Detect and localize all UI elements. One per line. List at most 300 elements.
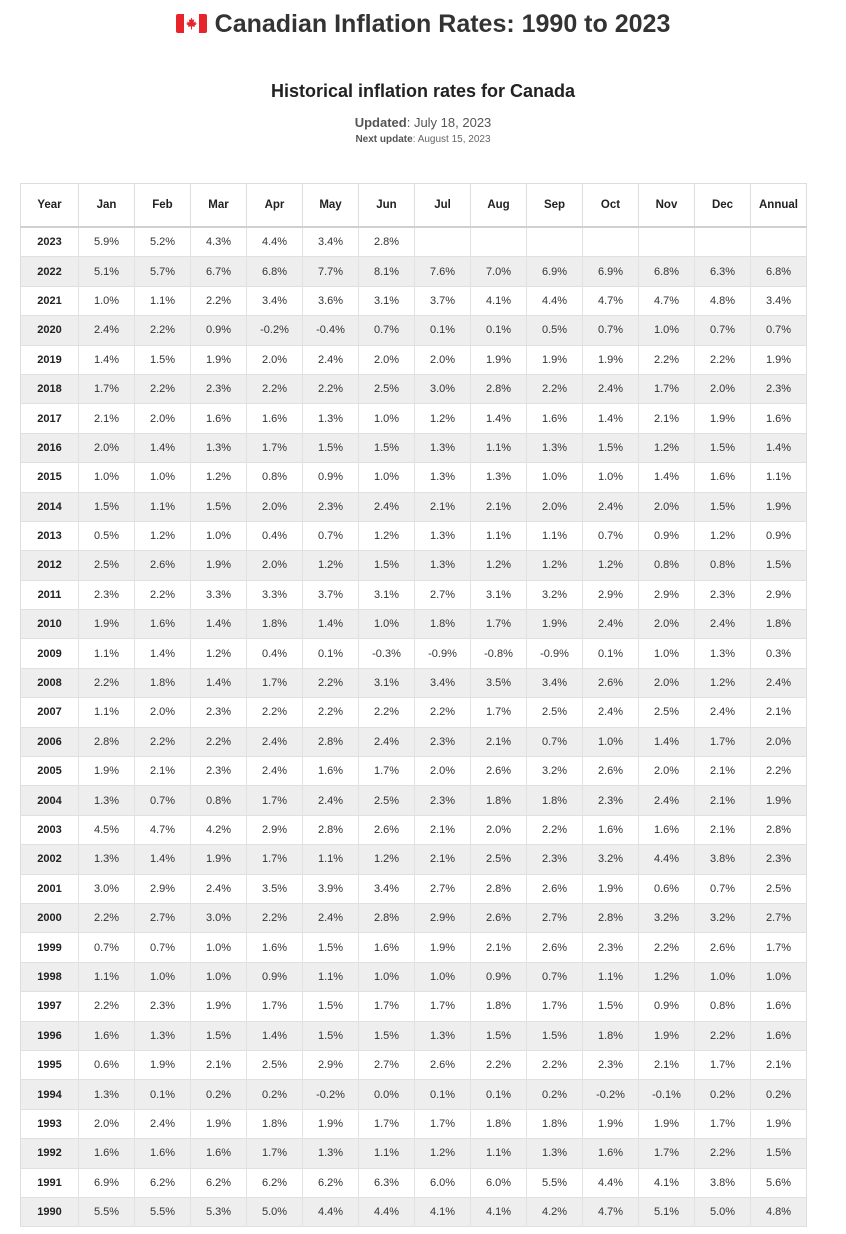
- month-cell: 3.0%: [79, 874, 135, 903]
- month-cell: 2.9%: [247, 815, 303, 844]
- month-cell: 1.5%: [303, 992, 359, 1021]
- month-cell: 2.4%: [303, 786, 359, 815]
- month-cell: 2.4%: [695, 698, 751, 727]
- year-cell: 2005: [21, 757, 79, 786]
- table-row: [21, 521, 807, 550]
- year-cell: 2006: [21, 727, 79, 756]
- month-cell: 0.1%: [303, 639, 359, 668]
- month-cell: 1.7%: [247, 992, 303, 1021]
- month-cell: 6.0%: [415, 1168, 471, 1197]
- month-cell: 2.3%: [303, 492, 359, 521]
- month-cell: 0.1%: [471, 316, 527, 345]
- month-cell: 1.5%: [583, 433, 639, 462]
- month-cell: 0.5%: [79, 521, 135, 550]
- annual-cell: 2.9%: [751, 580, 807, 609]
- inflation-table: [20, 183, 807, 1227]
- month-cell: 4.1%: [471, 1197, 527, 1226]
- month-cell: 2.4%: [79, 316, 135, 345]
- annual-cell: 1.9%: [751, 786, 807, 815]
- month-cell: 2.3%: [191, 698, 247, 727]
- month-cell: 1.0%: [695, 962, 751, 991]
- year-cell: 1995: [21, 1050, 79, 1079]
- month-cell: 2.7%: [415, 580, 471, 609]
- month-cell: 2.1%: [695, 786, 751, 815]
- month-cell: 1.8%: [471, 786, 527, 815]
- annual-cell: 1.7%: [751, 933, 807, 962]
- month-cell: 2.6%: [583, 668, 639, 697]
- month-cell: 3.5%: [471, 668, 527, 697]
- month-cell: 0.8%: [247, 463, 303, 492]
- month-cell: 2.0%: [527, 492, 583, 521]
- month-cell: 1.9%: [191, 345, 247, 374]
- month-cell: 2.5%: [359, 374, 415, 403]
- year-cell: 1998: [21, 962, 79, 991]
- table-row: [21, 1197, 807, 1226]
- month-cell: 0.7%: [135, 933, 191, 962]
- month-cell: 3.3%: [191, 580, 247, 609]
- year-cell: 2014: [21, 492, 79, 521]
- month-cell: 0.8%: [191, 786, 247, 815]
- month-cell: 1.1%: [79, 639, 135, 668]
- month-cell: 2.2%: [79, 992, 135, 1021]
- month-cell: 0.6%: [639, 874, 695, 903]
- month-cell: 1.0%: [79, 286, 135, 315]
- month-cell: 2.0%: [247, 345, 303, 374]
- month-cell: 1.7%: [359, 1109, 415, 1138]
- month-cell: 2.1%: [639, 1050, 695, 1079]
- month-cell: -0.4%: [303, 316, 359, 345]
- month-cell: 1.1%: [359, 1139, 415, 1168]
- year-cell: 2007: [21, 698, 79, 727]
- month-cell: 1.0%: [583, 727, 639, 756]
- year-cell: 2000: [21, 903, 79, 932]
- month-cell: 1.2%: [359, 521, 415, 550]
- month-cell: 4.2%: [527, 1197, 583, 1226]
- month-cell: 1.8%: [247, 1109, 303, 1138]
- month-cell: 2.2%: [191, 286, 247, 315]
- page-subtitle: Historical inflation rates for Canada: [270, 81, 576, 101]
- month-cell: 0.1%: [135, 1080, 191, 1109]
- month-cell: 0.6%: [79, 1050, 135, 1079]
- month-cell: 2.3%: [191, 757, 247, 786]
- month-cell: 1.5%: [695, 492, 751, 521]
- month-cell: 2.5%: [247, 1050, 303, 1079]
- month-cell: 1.7%: [359, 757, 415, 786]
- table-row: [21, 345, 807, 374]
- month-cell: 0.7%: [527, 727, 583, 756]
- month-cell: 0.9%: [247, 962, 303, 991]
- page-title-text: Canadian Inflation Rates: 1990 to 2023: [214, 10, 671, 38]
- month-cell: -0.3%: [359, 639, 415, 668]
- month-cell: 1.1%: [79, 698, 135, 727]
- annual-cell: 5.6%: [751, 1168, 807, 1197]
- table-row: [21, 257, 807, 286]
- month-cell: 1.5%: [303, 933, 359, 962]
- month-cell: 2.5%: [471, 845, 527, 874]
- month-cell: 0.7%: [527, 962, 583, 991]
- month-cell: 2.2%: [135, 316, 191, 345]
- annual-cell: [751, 227, 807, 257]
- month-cell: 2.8%: [79, 727, 135, 756]
- month-cell: 1.3%: [135, 1021, 191, 1050]
- year-cell: 1991: [21, 1168, 79, 1197]
- month-cell: 0.9%: [639, 521, 695, 550]
- month-cell: 0.0%: [359, 1080, 415, 1109]
- month-cell: 2.4%: [247, 727, 303, 756]
- month-cell: 1.7%: [471, 610, 527, 639]
- inflation-table-container: [20, 183, 806, 1227]
- annual-cell: 2.2%: [751, 757, 807, 786]
- table-row: [21, 757, 807, 786]
- month-cell: 2.8%: [583, 903, 639, 932]
- month-cell: 1.7%: [415, 1109, 471, 1138]
- table-row: [21, 815, 807, 844]
- annual-cell: 1.9%: [751, 1109, 807, 1138]
- month-cell: 1.9%: [415, 933, 471, 962]
- month-cell: 0.9%: [639, 992, 695, 1021]
- month-cell: 1.9%: [527, 610, 583, 639]
- month-cell: 4.4%: [359, 1197, 415, 1226]
- month-cell: 2.8%: [303, 815, 359, 844]
- month-cell: 0.9%: [471, 962, 527, 991]
- table-row: [21, 903, 807, 932]
- table-row: [21, 404, 807, 433]
- month-cell: 1.9%: [583, 874, 639, 903]
- month-cell: 1.8%: [527, 1109, 583, 1138]
- month-cell: 2.3%: [527, 845, 583, 874]
- month-cell: 1.9%: [191, 845, 247, 874]
- year-cell: 1993: [21, 1109, 79, 1138]
- table-row: [21, 1139, 807, 1168]
- month-cell: 3.4%: [247, 286, 303, 315]
- month-cell: 1.7%: [79, 374, 135, 403]
- month-cell: 2.2%: [639, 933, 695, 962]
- month-cell: 1.6%: [191, 1139, 247, 1168]
- annual-cell: 1.5%: [751, 551, 807, 580]
- month-cell: 1.6%: [191, 404, 247, 433]
- month-cell: 2.3%: [695, 580, 751, 609]
- year-cell: 1994: [21, 1080, 79, 1109]
- year-cell: 2018: [21, 374, 79, 403]
- year-cell: 2021: [21, 286, 79, 315]
- month-cell: 0.7%: [359, 316, 415, 345]
- month-cell: 2.8%: [303, 727, 359, 756]
- annual-cell: 0.2%: [751, 1080, 807, 1109]
- month-cell: 2.6%: [471, 903, 527, 932]
- month-cell: 1.3%: [79, 786, 135, 815]
- annual-cell: 0.3%: [751, 639, 807, 668]
- month-cell: 2.1%: [415, 492, 471, 521]
- month-cell: 3.1%: [471, 580, 527, 609]
- month-cell: 2.4%: [247, 757, 303, 786]
- month-cell: 1.5%: [359, 433, 415, 462]
- month-cell: 1.7%: [471, 698, 527, 727]
- month-cell: 1.4%: [135, 639, 191, 668]
- month-cell: 2.4%: [583, 374, 639, 403]
- month-cell: 2.2%: [695, 1021, 751, 1050]
- month-cell: 1.7%: [247, 433, 303, 462]
- month-cell: 2.1%: [135, 757, 191, 786]
- month-cell: 3.7%: [303, 580, 359, 609]
- month-cell: 1.0%: [135, 463, 191, 492]
- month-cell: 2.4%: [135, 1109, 191, 1138]
- next-update-label: Next update: [355, 134, 413, 145]
- year-cell: 2017: [21, 404, 79, 433]
- month-cell: 1.7%: [527, 992, 583, 1021]
- month-cell: 1.2%: [303, 551, 359, 580]
- month-cell: 2.3%: [415, 786, 471, 815]
- year-cell: 2003: [21, 815, 79, 844]
- month-cell: 2.2%: [359, 698, 415, 727]
- month-cell: 1.0%: [359, 463, 415, 492]
- month-cell: 4.1%: [471, 286, 527, 315]
- month-cell: 1.5%: [695, 433, 751, 462]
- month-cell: 5.0%: [247, 1197, 303, 1226]
- month-cell: 2.0%: [471, 815, 527, 844]
- month-cell: 2.8%: [471, 874, 527, 903]
- month-cell: 2.9%: [583, 580, 639, 609]
- table-body: [21, 227, 807, 1227]
- month-cell: 1.2%: [191, 639, 247, 668]
- month-cell: 2.2%: [247, 903, 303, 932]
- month-cell: 2.1%: [695, 815, 751, 844]
- month-cell: 0.7%: [695, 874, 751, 903]
- month-cell: 1.7%: [247, 786, 303, 815]
- month-cell: 1.8%: [135, 668, 191, 697]
- month-cell: 0.9%: [191, 316, 247, 345]
- year-cell: 2010: [21, 610, 79, 639]
- table-row: [21, 727, 807, 756]
- month-cell: 1.7%: [415, 992, 471, 1021]
- month-cell: 2.4%: [359, 727, 415, 756]
- month-cell: 4.1%: [415, 1197, 471, 1226]
- month-cell: 2.5%: [359, 786, 415, 815]
- month-cell: 5.1%: [639, 1197, 695, 1226]
- month-cell: 1.3%: [527, 433, 583, 462]
- month-cell: 1.2%: [583, 551, 639, 580]
- month-cell: 2.0%: [639, 757, 695, 786]
- month-cell: 6.0%: [471, 1168, 527, 1197]
- month-cell: 1.6%: [639, 815, 695, 844]
- month-cell: 5.7%: [135, 257, 191, 286]
- month-cell: 1.1%: [135, 286, 191, 315]
- month-cell: 2.6%: [583, 757, 639, 786]
- month-cell: 1.4%: [135, 845, 191, 874]
- month-cell: 2.0%: [639, 610, 695, 639]
- month-cell: 2.1%: [191, 1050, 247, 1079]
- month-cell: 1.9%: [191, 992, 247, 1021]
- month-cell: 1.6%: [135, 610, 191, 639]
- month-cell: 3.4%: [303, 227, 359, 257]
- month-cell: 1.0%: [79, 463, 135, 492]
- year-cell: 2009: [21, 639, 79, 668]
- month-cell: 6.3%: [359, 1168, 415, 1197]
- month-cell: 5.5%: [79, 1197, 135, 1226]
- month-cell: 2.3%: [415, 727, 471, 756]
- column-header-nov: Nov: [639, 184, 695, 228]
- month-cell: 6.2%: [247, 1168, 303, 1197]
- month-cell: 2.1%: [415, 845, 471, 874]
- month-cell: 1.9%: [639, 1021, 695, 1050]
- column-header-year: Year: [21, 184, 79, 228]
- month-cell: 1.9%: [639, 1109, 695, 1138]
- month-cell: 1.8%: [415, 610, 471, 639]
- month-cell: 1.6%: [79, 1139, 135, 1168]
- month-cell: 2.2%: [79, 668, 135, 697]
- month-cell: 3.2%: [527, 757, 583, 786]
- month-cell: 2.2%: [695, 345, 751, 374]
- year-cell: 2020: [21, 316, 79, 345]
- month-cell: [527, 227, 583, 257]
- month-cell: 1.4%: [471, 404, 527, 433]
- month-cell: 1.2%: [471, 551, 527, 580]
- month-cell: [583, 227, 639, 257]
- month-cell: -0.2%: [303, 1080, 359, 1109]
- month-cell: 2.1%: [471, 727, 527, 756]
- month-cell: 1.6%: [583, 815, 639, 844]
- month-cell: 1.7%: [695, 727, 751, 756]
- month-cell: 1.0%: [135, 962, 191, 991]
- month-cell: 1.0%: [359, 404, 415, 433]
- month-cell: 4.4%: [583, 1168, 639, 1197]
- month-cell: 3.1%: [359, 580, 415, 609]
- year-cell: 2011: [21, 580, 79, 609]
- month-cell: 6.7%: [191, 257, 247, 286]
- month-cell: 2.2%: [303, 668, 359, 697]
- table-row: [21, 610, 807, 639]
- month-cell: 7.0%: [471, 257, 527, 286]
- month-cell: 1.5%: [191, 492, 247, 521]
- month-cell: 2.2%: [471, 1050, 527, 1079]
- month-cell: 2.0%: [359, 345, 415, 374]
- month-cell: 1.6%: [583, 1139, 639, 1168]
- month-cell: 3.1%: [359, 286, 415, 315]
- table-row: [21, 786, 807, 815]
- month-cell: 3.2%: [695, 903, 751, 932]
- month-cell: 1.9%: [303, 1109, 359, 1138]
- month-cell: 1.0%: [191, 933, 247, 962]
- table-row: [21, 845, 807, 874]
- month-cell: 1.3%: [527, 1139, 583, 1168]
- month-cell: 1.0%: [359, 610, 415, 639]
- updated-value: : July 18, 2023: [406, 115, 492, 130]
- month-cell: 1.1%: [79, 962, 135, 991]
- month-cell: 2.2%: [415, 698, 471, 727]
- month-cell: 2.2%: [639, 345, 695, 374]
- month-cell: 1.9%: [191, 551, 247, 580]
- month-cell: 2.5%: [79, 551, 135, 580]
- annual-cell: 1.9%: [751, 345, 807, 374]
- month-cell: -0.9%: [415, 639, 471, 668]
- month-cell: 2.1%: [471, 933, 527, 962]
- month-cell: 2.7%: [415, 874, 471, 903]
- month-cell: 3.7%: [415, 286, 471, 315]
- month-cell: 2.7%: [527, 903, 583, 932]
- annual-cell: 1.6%: [751, 992, 807, 1021]
- month-cell: 1.6%: [527, 404, 583, 433]
- month-cell: 1.6%: [247, 933, 303, 962]
- month-cell: 4.3%: [191, 227, 247, 257]
- month-cell: 2.4%: [303, 345, 359, 374]
- month-cell: 1.3%: [415, 1021, 471, 1050]
- year-cell: 1997: [21, 992, 79, 1021]
- column-header-sep: Sep: [527, 184, 583, 228]
- month-cell: 2.3%: [79, 580, 135, 609]
- table-row: [21, 1021, 807, 1050]
- month-cell: 6.8%: [247, 257, 303, 286]
- month-cell: 0.7%: [79, 933, 135, 962]
- month-cell: 1.5%: [303, 1021, 359, 1050]
- month-cell: 2.1%: [471, 492, 527, 521]
- month-cell: 3.8%: [695, 845, 751, 874]
- month-cell: 1.0%: [583, 463, 639, 492]
- month-cell: 3.8%: [695, 1168, 751, 1197]
- month-cell: 1.4%: [191, 668, 247, 697]
- month-cell: 1.5%: [135, 345, 191, 374]
- month-cell: 1.2%: [415, 1139, 471, 1168]
- month-cell: 4.7%: [639, 286, 695, 315]
- year-cell: 2019: [21, 345, 79, 374]
- month-cell: 1.1%: [527, 521, 583, 550]
- year-cell: 2004: [21, 786, 79, 815]
- month-cell: 2.6%: [527, 874, 583, 903]
- month-cell: 0.2%: [527, 1080, 583, 1109]
- annual-cell: 2.1%: [751, 1050, 807, 1079]
- month-cell: 2.4%: [191, 874, 247, 903]
- month-cell: 1.1%: [471, 433, 527, 462]
- table-row: [21, 933, 807, 962]
- month-cell: 1.3%: [79, 1080, 135, 1109]
- updated-label: Updated: [354, 115, 407, 130]
- annual-cell: 2.5%: [751, 874, 807, 903]
- month-cell: 2.9%: [303, 1050, 359, 1079]
- month-cell: 2.8%: [359, 227, 415, 257]
- month-cell: 1.5%: [79, 492, 135, 521]
- month-cell: 1.8%: [247, 610, 303, 639]
- month-cell: 1.8%: [527, 786, 583, 815]
- month-cell: 2.0%: [695, 374, 751, 403]
- month-cell: 0.4%: [247, 521, 303, 550]
- month-cell: 2.8%: [359, 903, 415, 932]
- next-update-value: : August 15, 2023: [412, 134, 491, 145]
- month-cell: 2.2%: [191, 727, 247, 756]
- month-cell: 2.1%: [79, 404, 135, 433]
- month-cell: 4.7%: [583, 286, 639, 315]
- month-cell: 2.6%: [527, 933, 583, 962]
- updated-line: [0, 115, 846, 130]
- month-cell: 6.3%: [695, 257, 751, 286]
- month-cell: 1.4%: [79, 345, 135, 374]
- month-cell: 2.2%: [527, 374, 583, 403]
- table-row: [21, 668, 807, 697]
- table-row: [21, 227, 807, 257]
- year-cell: 2008: [21, 668, 79, 697]
- month-cell: 2.9%: [415, 903, 471, 932]
- month-cell: 1.2%: [359, 845, 415, 874]
- year-cell: 2012: [21, 551, 79, 580]
- month-cell: 1.4%: [639, 463, 695, 492]
- month-cell: 4.8%: [695, 286, 751, 315]
- month-cell: 1.2%: [135, 521, 191, 550]
- table-row: [21, 374, 807, 403]
- month-cell: 2.2%: [135, 374, 191, 403]
- month-cell: 1.3%: [191, 433, 247, 462]
- month-cell: 1.9%: [527, 345, 583, 374]
- annual-cell: 2.8%: [751, 815, 807, 844]
- annual-cell: 0.9%: [751, 521, 807, 550]
- month-cell: 4.4%: [639, 845, 695, 874]
- annual-cell: 1.6%: [751, 404, 807, 433]
